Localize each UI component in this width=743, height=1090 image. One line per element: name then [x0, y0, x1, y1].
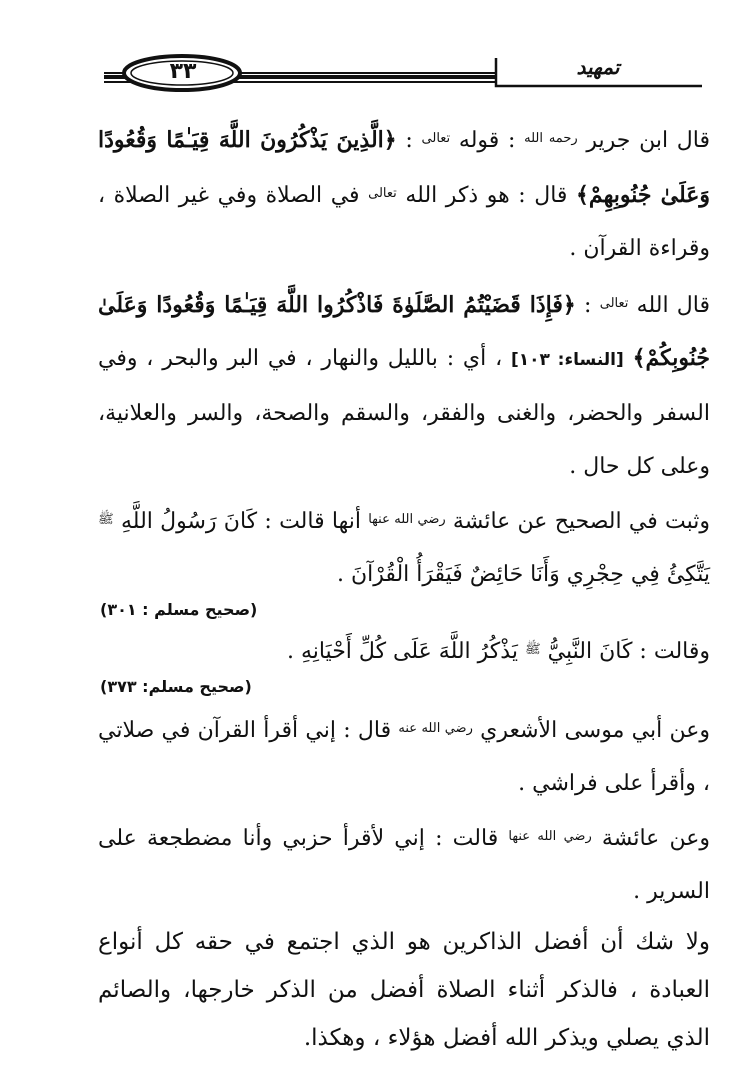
hadith-text: كَانَ رَسُولُ اللَّهِ — [120, 509, 258, 534]
verse-reference: [النساء: ١٠٣] — [511, 350, 624, 370]
paragraph-aisha-second — [98, 623, 710, 678]
text-span: وقالت : — [632, 639, 710, 664]
text-span: قال ابن جرير — [586, 128, 710, 153]
paragraph-quran-nisa — [98, 277, 710, 493]
hadith-text: يَذْكُرُ اللَّهَ عَلَى كُلِّ أَحْيَانِهِ . — [286, 639, 518, 664]
text-span: ، أي : بالليل والنهار ، في البر والبحر ، وفي السفر والحضر، والغنى والفقر، والسقم والصحة، والسر والعلانية، وعلى كل حال . — [98, 346, 710, 479]
quran-verse: ﴿الَّذِينَ يَذْكُرُونَ اللَّهَ قِيَـٰمًا وَقُعُودًا وَعَلَىٰ جُنُوبِهِمْ﴾ — [98, 127, 711, 208]
paragraph-abu-musa — [98, 702, 710, 810]
hadith-source: (صحيح مسلم: ٣٧٣) — [100, 677, 252, 696]
honorific-glyph: تعالى — [368, 186, 397, 201]
honorific-glyph: رضي الله عنه — [398, 721, 473, 736]
honorific-glyph: تعالى — [421, 131, 451, 146]
text-span: : — [575, 293, 592, 318]
text-span: وعن عائشة — [601, 826, 710, 851]
page-body — [98, 112, 710, 1062]
text-span: أنها قالت : — [257, 509, 361, 534]
paragraph-aisha-hizb — [98, 810, 710, 918]
paragraph-aisha-hadith — [98, 493, 710, 601]
text-span: قال : هو ذكر الله — [405, 183, 568, 208]
quran-verse: ﴿فَإِذَا قَضَيْتُمُ الصَّلَوٰةَ فَاذْكُرُوا اللَّهَ قِيَـٰمًا وَقُعُودًا وَعَلَىٰ جُنُوبِكُمْ﴾ — [98, 292, 711, 371]
text-span: وثبت في الصحيح عن عائشة — [452, 509, 710, 534]
text-span: في الصلاة وفي غير الصلاة ، وقراءة القرآن . — [98, 183, 710, 261]
paragraph-ibn-jarir — [98, 112, 710, 275]
text-span: قال : إني أقرأ القرآن في صلاتي ، وأقرأ على فراشي . — [98, 718, 710, 796]
honorific-glyph: رضي الله عنها — [368, 512, 446, 527]
page-header — [96, 54, 708, 94]
honorific-glyph: ﷺ — [524, 642, 541, 657]
hadith-text: يَتَّكِئُ فِي حِجْرِي وَأَنَا حَائِضٌ فَيَقْرَأُ الْقُرْآنَ . — [336, 562, 710, 587]
running-head: تمهيد — [576, 55, 620, 79]
text-span: وعن أبي موسى الأشعري — [480, 718, 710, 743]
honorific-glyph: ﷺ — [98, 512, 114, 527]
paragraph-conclusion: ولا شك أن أفضل الذاكرين هو الذي اجتمع في حقه كل أنواع العبادة ، فالذكر أثناء الصلاة أفضل من الذكر خارجها، والصائم الذي يصلي ويذكر الله أفضل هؤلاء ، وهكذا. — [98, 929, 710, 1051]
text-span: قالت : إني لأقرأ حزبي وأنا مضطجعة على السرير . — [98, 826, 710, 904]
page-number: ٣٣ — [169, 59, 197, 84]
honorific-glyph: رحمه الله — [524, 131, 578, 146]
hadith-source: (صحيح مسلم : ٣٠١) — [100, 600, 258, 619]
text-span: : — [396, 128, 413, 153]
honorific-glyph: رضي الله عنها — [508, 829, 592, 844]
honorific-glyph: تعالى — [599, 296, 629, 311]
hadith-text: كَانَ النَّبِيُّ — [547, 639, 633, 664]
text-span: : قوله — [458, 128, 516, 153]
text-span: قال الله — [636, 293, 711, 318]
